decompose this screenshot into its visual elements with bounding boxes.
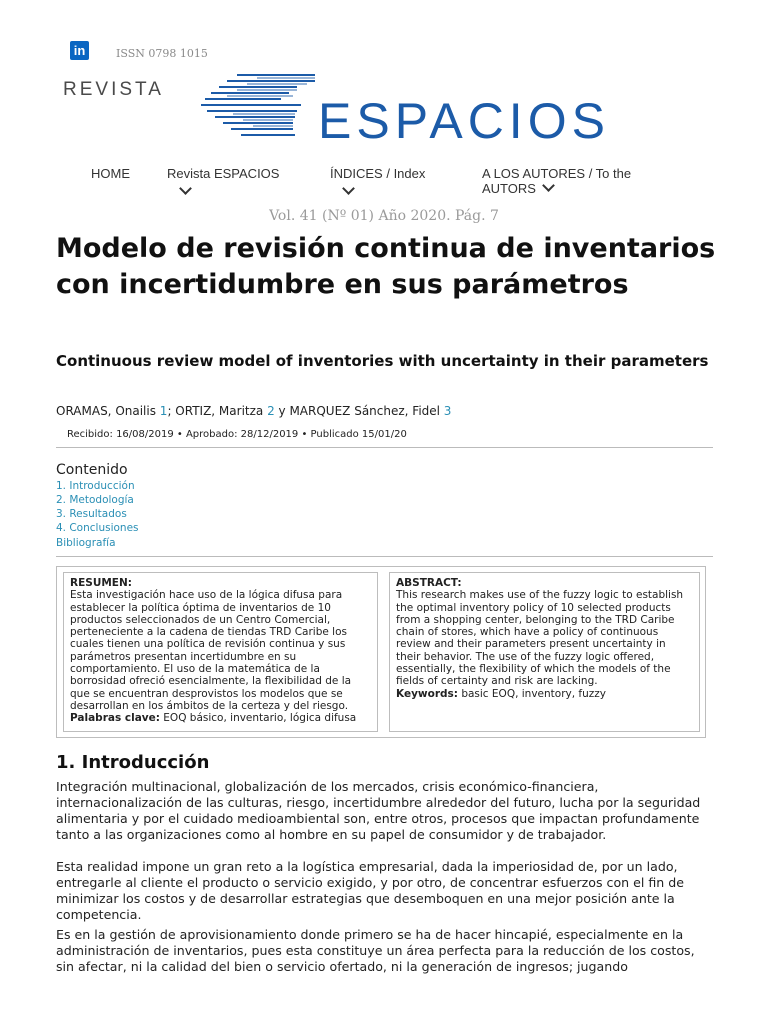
toc-link-conclusiones[interactable]: 4. Conclusiones	[56, 522, 139, 534]
author-2: ; ORTIZ, Maritza	[167, 404, 268, 418]
article-subtitle: Continuous review model of inventories with uncertainty in their parameters	[56, 352, 709, 370]
nav-revista-label: Revista ESPACIOS	[167, 166, 280, 181]
linkedin-icon[interactable]: in	[70, 41, 89, 60]
abstract-en-keywords: basic EOQ, inventory, fuzzy	[457, 687, 606, 700]
nav-autores-label-1: A LOS AUTORES / To the	[482, 166, 632, 181]
toc-link-metodologia[interactable]: 2. Metodología	[56, 494, 134, 506]
logo-espacios-text: ESPACIOS	[318, 93, 610, 149]
abstract-en-keywords-label: Keywords:	[396, 687, 458, 700]
abstract-es-cell	[63, 572, 378, 732]
toc-link-resultados[interactable]: 3. Resultados	[56, 508, 127, 520]
abstract-table	[56, 566, 706, 738]
author-ref-2[interactable]: 2	[267, 404, 275, 418]
volume-line: Vol. 41 (Nº 01) Año 2020. Pág. 7	[269, 208, 499, 224]
logo-revista-text: REVISTA	[63, 79, 164, 100]
logo-lines-graphic	[197, 72, 317, 142]
nav-autores[interactable]	[482, 166, 631, 196]
chevron-down-icon	[342, 182, 355, 195]
toc-link-introduccion[interactable]: 1. Introducción	[56, 480, 135, 492]
paragraph: Es en la gestión de aprovisionamiento donde primero se ha de hacer hincapié, especialmente en la administración de inventarios, pues esta constituye un área perfecta para la reducción de los costos, sin afectar, ni la calidad del bien o servicio ofertado, ni la generación de ingresos; jugando	[56, 927, 695, 974]
author-1: ORAMAS, Onailis	[56, 404, 160, 418]
abstract-en-text: This research makes use of the fuzzy logic to establish the optimal inventory policy of 10 selected products from a shopping center, belonging to the TRD Caribe chain of stores, which have a policy of continuous review and their parameters present uncertainty in their behavior. The use of the fuzzy logic offered, essentially, the flexibility of which the models of the fields of certainty and risk are lacking.	[396, 589, 684, 688]
chevron-down-icon	[542, 179, 555, 192]
nav-home-label: HOME	[91, 166, 130, 181]
article-title: Modelo de revisión continua de inventarios con incertidumbre en sus parámetros	[56, 233, 716, 300]
toc-title: Contenido	[56, 462, 128, 478]
abstract-es-text: Esta investigación hace uso de la lógica difusa para establecer la política óptima de inventarios de 10 productos seleccionados de un Centro Comercial, perteneciente a la cadena de tiendas TRD Caribe los cuales tienen una política de revisión continua y sus parámetros presentan incertidumbre en su comportamiento. El uso de la matemática de la borrosidad ofreció esencialmente, la flexibilidad de la que se encuentran desprovistos los modelos que se desarrollan en los ámbitos de la certeza y del riesgo.	[70, 589, 352, 712]
paragraph: Esta realidad impone un gran reto a la logística empresarial, dada la imperiosidad de, por un lado, entregarle al cliente el producto o servicio exigido, y por otro, de concentrar esfuerzos con el fin de minimizar los costos y de desarrollar estrategias que desemboquen en una mejor posición ante la competencia.	[56, 859, 685, 922]
nav-autores-label-2: AUTORS	[482, 181, 536, 196]
authors-line	[56, 404, 451, 418]
nav-indices-label: ÍNDICES / Index	[330, 166, 426, 181]
abstract-en-cell	[389, 572, 700, 732]
abstract-en-heading: ABSTRACT:	[396, 577, 462, 589]
abstract-es-keywords-label: Palabras clave:	[70, 712, 160, 725]
issn-label: ISSN 0798 1015	[116, 47, 208, 60]
toc-link-bibliografia[interactable]: Bibliografía	[56, 537, 116, 549]
nav-revista-espacios[interactable]	[167, 166, 279, 196]
nav-home[interactable]	[91, 166, 130, 181]
paragraph: Integración multinacional, globalización de los mercados, crisis económico-financiera, internacionalización de las culturas, riesgo, incertidumbre alrededor del futuro, lucha por la seguridad alimentaria y por el cuidado medioambiental son, entre otros, procesos que impactan profundamente tanto a las organizaciones como al hombre en su papel de consumidor y de trabajador.	[56, 779, 701, 842]
abstract-es-keywords: EOQ básico, inventario, lógica difusa	[159, 712, 357, 725]
abstract-es-heading: RESUMEN:	[70, 577, 132, 589]
divider	[56, 556, 713, 557]
author-3: y MARQUEZ Sánchez, Fidel	[274, 404, 444, 418]
dates-line: Recibido: 16/08/2019 • Aprobado: 28/12/2019 • Publicado 15/01/20	[67, 429, 407, 440]
author-ref-3[interactable]: 3	[443, 404, 452, 418]
chevron-down-icon	[179, 182, 192, 195]
section-heading-introduccion: 1. Introducción	[56, 752, 210, 773]
author-ref-1[interactable]: 1	[159, 404, 168, 418]
nav-indices[interactable]	[330, 166, 425, 196]
divider	[56, 447, 713, 448]
